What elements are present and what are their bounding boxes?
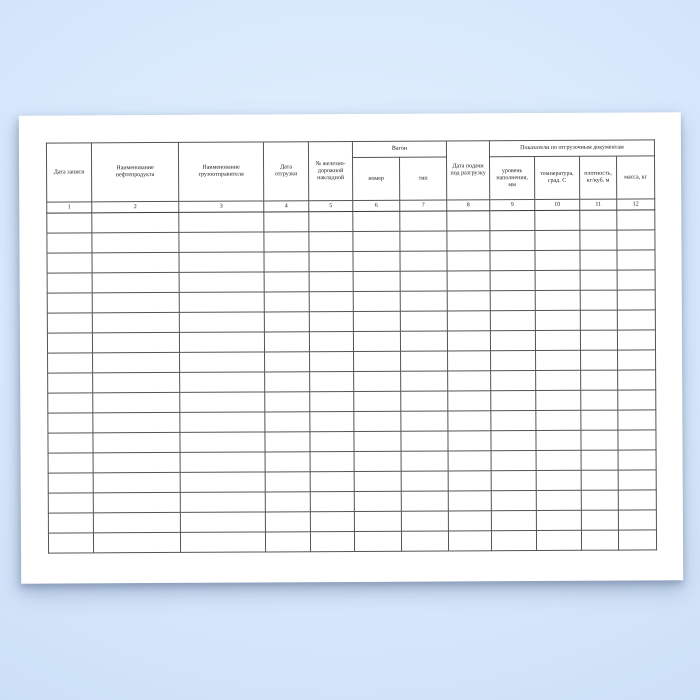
column-number-1: 1: [47, 202, 92, 213]
data-cell: [491, 371, 536, 391]
data-cell: [93, 512, 180, 532]
data-cell: [617, 230, 655, 250]
data-cell: [179, 272, 264, 292]
data-cell: [47, 333, 92, 353]
data-cell: [265, 472, 310, 492]
data-cell: [535, 230, 580, 250]
data-cell: [309, 311, 353, 331]
data-cell: [535, 290, 580, 310]
data-cell: [617, 330, 655, 350]
data-cell: [491, 491, 536, 511]
data-cell: [447, 271, 490, 291]
data-cell: [448, 351, 491, 371]
column-number-6: 6: [353, 200, 400, 211]
data-cell: [618, 450, 656, 470]
data-cell: [617, 270, 655, 290]
data-cell: [491, 431, 536, 451]
data-cell: [580, 250, 617, 270]
data-cell: [265, 432, 310, 452]
data-cell: [47, 213, 92, 233]
column-header-12: масса, кг: [616, 156, 654, 199]
data-cell: [401, 491, 448, 511]
data-cell: [354, 451, 401, 471]
column-header-11: плотность, кг/куб. м: [579, 156, 616, 199]
data-cell: [309, 271, 353, 291]
data-cell: [447, 251, 490, 271]
data-cell: [48, 393, 93, 413]
column-number-10: 10: [535, 199, 580, 210]
data-cell: [265, 392, 310, 412]
data-cell: [490, 311, 535, 331]
data-cell: [353, 311, 400, 331]
data-cell: [354, 371, 401, 391]
data-cell: [491, 511, 536, 531]
data-cell: [180, 512, 265, 532]
data-cell: [447, 291, 490, 311]
data-cell: [180, 372, 265, 392]
data-cell: [354, 511, 401, 531]
data-cell: [401, 451, 448, 471]
data-cell: [354, 531, 401, 551]
data-cell: [618, 350, 656, 370]
data-cell: [535, 330, 580, 350]
data-cell: [265, 532, 310, 552]
data-cell: [447, 211, 490, 231]
data-cell: [310, 391, 354, 411]
data-cell: [309, 231, 353, 251]
column-header-3: Наименование грузоотправителя: [178, 142, 263, 201]
data-cell: [354, 351, 401, 371]
data-cell: [180, 412, 265, 432]
column-number-4: 4: [264, 201, 309, 212]
data-cell: [310, 351, 354, 371]
column-header-10: температура, град. С: [535, 156, 580, 199]
data-cell: [617, 210, 655, 230]
data-cell: [581, 470, 618, 490]
data-cell: [179, 232, 264, 252]
data-cell: [448, 511, 491, 531]
data-cell: [310, 511, 354, 531]
column-number-11: 11: [580, 199, 617, 210]
data-cell: [310, 451, 354, 471]
data-cell: [92, 292, 179, 312]
data-cell: [580, 270, 617, 290]
data-cell: [536, 410, 581, 430]
data-cell: [491, 351, 536, 371]
column-number-3: 3: [179, 201, 264, 212]
group-header-pokazateli: Показатели по отгрузочным документам: [489, 140, 654, 157]
data-cell: [447, 331, 490, 351]
data-cell: [264, 292, 309, 312]
data-cell: [47, 293, 92, 313]
data-cell: [264, 252, 309, 272]
data-cell: [180, 392, 265, 412]
data-cell: [581, 510, 618, 530]
data-cell: [353, 331, 400, 351]
data-cell: [93, 412, 180, 432]
data-cell: [93, 492, 180, 512]
data-cell: [448, 451, 491, 471]
data-cell: [491, 531, 536, 551]
data-cell: [490, 231, 535, 251]
data-cell: [179, 292, 264, 312]
data-cell: [353, 291, 400, 311]
data-cell: [536, 390, 581, 410]
data-cell: [448, 531, 491, 551]
data-cell: [448, 411, 491, 431]
data-cell: [93, 432, 180, 452]
data-cell: [179, 312, 264, 332]
column-header-9: уровень наполнения, мм: [490, 157, 535, 200]
data-cell: [490, 211, 535, 231]
data-cell: [536, 350, 581, 370]
data-cell: [310, 431, 354, 451]
data-cell: [48, 473, 93, 493]
data-cell: [491, 411, 536, 431]
data-cell: [265, 492, 310, 512]
data-cell: [48, 453, 93, 473]
data-cell: [179, 332, 264, 352]
data-cell: [264, 212, 309, 232]
data-cell: [490, 291, 535, 311]
data-cell: [581, 530, 618, 550]
data-cell: [309, 211, 353, 231]
data-cell: [93, 532, 180, 552]
column-number-8: 8: [447, 200, 490, 211]
data-cell: [310, 491, 354, 511]
data-cell: [265, 452, 310, 472]
data-cell: [491, 451, 536, 471]
table-body: [47, 210, 657, 553]
data-cell: [265, 412, 310, 432]
data-cell: [309, 251, 353, 271]
column-header-1: Дата записи: [46, 143, 91, 202]
data-cell: [448, 491, 491, 511]
data-cell: [180, 452, 265, 472]
data-cell: [536, 450, 581, 470]
data-cell: [354, 471, 401, 491]
data-cell: [618, 410, 656, 430]
data-cell: [93, 372, 180, 392]
data-cell: [401, 371, 448, 391]
data-cell: [580, 230, 617, 250]
column-number-12: 12: [617, 199, 655, 210]
data-cell: [448, 391, 491, 411]
data-cell: [536, 490, 581, 510]
data-cell: [93, 352, 180, 372]
data-cell: [491, 471, 536, 491]
data-cell: [310, 471, 354, 491]
data-cell: [265, 512, 310, 532]
data-cell: [447, 231, 490, 251]
data-cell: [535, 210, 580, 230]
data-cell: [48, 513, 93, 533]
data-cell: [448, 471, 491, 491]
data-cell: [448, 431, 491, 451]
data-cell: [491, 391, 536, 411]
data-cell: [618, 530, 656, 550]
data-cell: [618, 490, 656, 510]
shipment-journal-table: [46, 139, 657, 553]
data-cell: [180, 472, 265, 492]
data-cell: [535, 270, 580, 290]
data-cell: [401, 391, 448, 411]
data-cell: [536, 530, 581, 550]
data-cell: [180, 432, 265, 452]
data-cell: [618, 370, 656, 390]
data-cell: [93, 472, 180, 492]
column-header-4: Дата отгрузки: [263, 142, 308, 201]
data-cell: [353, 271, 400, 291]
data-cell: [618, 510, 656, 530]
data-cell: [447, 311, 490, 331]
data-cell: [354, 411, 401, 431]
data-cell: [309, 291, 353, 311]
data-cell: [448, 371, 491, 391]
data-cell: [47, 273, 92, 293]
data-cell: [580, 290, 617, 310]
data-cell: [48, 413, 93, 433]
column-header-7: тип: [400, 157, 447, 200]
data-cell: [93, 392, 180, 412]
data-cell: [581, 370, 618, 390]
data-cell: [179, 212, 264, 232]
data-cell: [180, 532, 265, 552]
data-cell: [400, 311, 447, 331]
data-cell: [47, 253, 92, 273]
data-cell: [581, 390, 618, 410]
data-cell: [536, 430, 581, 450]
data-cell: [265, 352, 310, 372]
data-cell: [93, 452, 180, 472]
data-cell: [353, 211, 400, 231]
data-cell: [92, 212, 179, 232]
column-number-2: 2: [92, 201, 179, 212]
data-cell: [580, 210, 617, 230]
data-cell: [535, 310, 580, 330]
data-cell: [617, 310, 655, 330]
data-cell: [618, 470, 656, 490]
data-cell: [581, 490, 618, 510]
data-cell: [48, 493, 93, 513]
data-cell: [400, 271, 447, 291]
data-cell: [353, 251, 400, 271]
data-cell: [264, 332, 309, 352]
data-cell: [354, 431, 401, 451]
data-cell: [400, 291, 447, 311]
document-page: [19, 112, 683, 583]
data-cell: [400, 331, 447, 351]
data-cell: [353, 231, 400, 251]
data-cell: [47, 313, 92, 333]
data-cell: [264, 312, 309, 332]
column-number-9: 9: [490, 200, 535, 211]
data-cell: [264, 272, 309, 292]
data-cell: [536, 470, 581, 490]
data-cell: [581, 350, 618, 370]
data-cell: [536, 510, 581, 530]
data-cell: [310, 411, 354, 431]
data-cell: [48, 533, 93, 553]
data-cell: [47, 233, 92, 253]
data-cell: [48, 373, 93, 393]
data-cell: [581, 410, 618, 430]
data-cell: [400, 211, 447, 231]
data-cell: [581, 430, 618, 450]
data-cell: [401, 351, 448, 371]
column-header-8: Дата подачи под разгрузку: [446, 141, 489, 200]
data-cell: [401, 471, 448, 491]
data-cell: [92, 252, 179, 272]
group-header-vagon: Вагон: [352, 141, 446, 157]
data-cell: [400, 251, 447, 271]
data-cell: [401, 411, 448, 431]
column-header-2: Наименование нефтепродукта: [91, 142, 178, 201]
data-cell: [179, 252, 264, 272]
data-cell: [92, 232, 179, 252]
data-cell: [265, 372, 310, 392]
data-cell: [401, 431, 448, 451]
data-cell: [618, 430, 656, 450]
data-cell: [354, 391, 401, 411]
column-number-5: 5: [309, 200, 353, 211]
data-cell: [310, 371, 354, 391]
table-header: [46, 140, 654, 213]
data-cell: [617, 290, 655, 310]
data-cell: [536, 370, 581, 390]
data-cell: [180, 492, 265, 512]
data-cell: [92, 312, 179, 332]
data-cell: [400, 231, 447, 251]
data-cell: [264, 232, 309, 252]
data-cell: [401, 511, 448, 531]
column-header-5: № железно- дорожной накладной: [308, 141, 352, 200]
data-cell: [618, 390, 656, 410]
data-cell: [48, 433, 93, 453]
data-cell: [490, 251, 535, 271]
data-cell: [535, 250, 580, 270]
data-cell: [48, 353, 93, 373]
table-row: [48, 530, 656, 553]
data-cell: [581, 450, 618, 470]
data-cell: [580, 330, 617, 350]
column-header-6: номер: [353, 157, 400, 200]
data-cell: [309, 331, 353, 351]
data-cell: [92, 272, 179, 292]
data-cell: [180, 352, 265, 372]
data-cell: [92, 332, 179, 352]
column-number-7: 7: [400, 200, 447, 211]
data-cell: [354, 491, 401, 511]
data-cell: [490, 331, 535, 351]
data-cell: [401, 531, 448, 551]
data-cell: [617, 250, 655, 270]
data-cell: [310, 531, 354, 551]
data-cell: [490, 271, 535, 291]
data-cell: [580, 310, 617, 330]
